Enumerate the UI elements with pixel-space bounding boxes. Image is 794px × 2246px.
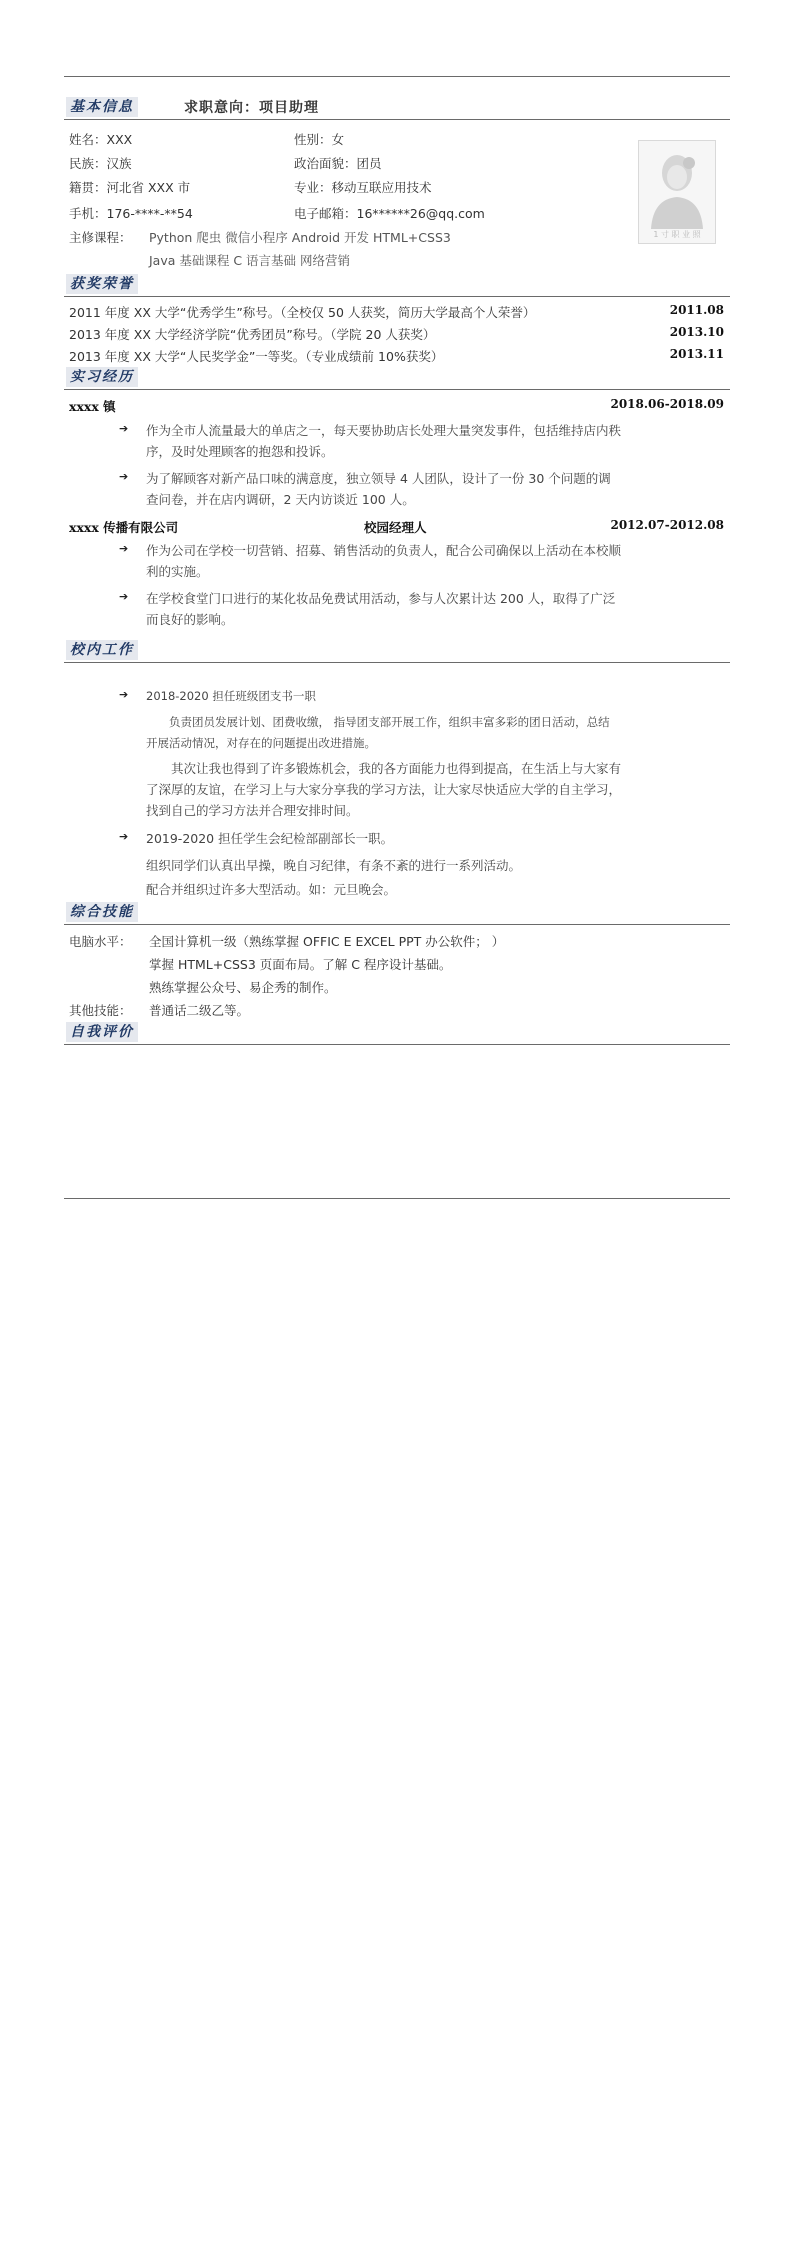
basic-courses-line2: Java 基础课程 C 语言基础 网络营销 [149,253,351,268]
internship-date-1: 2018.06-2018.09 [610,397,724,411]
campus-bullet [119,686,679,708]
section-divider-internship [64,389,730,390]
award-date-1: 2011.08 [669,303,724,317]
skills-computer-line2: 掌握 HTML+CSS3 页面布局。了解 C 程序设计基础。 [149,957,452,972]
internship-bullet [119,588,679,632]
internship-org-2: xxxx 传播有限公司 [69,520,179,535]
bullet-text: 为了解顾客对新产品口味的满意度，独立领导 4 人团队，设计了一份 30 个问题的调查问卷，并在店内调研，2 天内访谈近 100 人。 [146,471,611,507]
skills-computer-label: 电脑水平： [69,934,132,949]
internship-bullet [119,468,679,512]
award-item-3: 2013 年度 XX 大学“人民奖学金”一等奖。（专业成绩前 10%获奖） [69,349,444,364]
section-divider-self [64,1044,730,1045]
section-divider-skills [64,924,730,925]
bullet-text: 在学校食堂门口进行的某化妆品免费试用活动，参与人次累计达 200 人，取得了广泛而良好的影响。 [146,591,616,627]
award-date-3: 2013.11 [669,347,724,361]
section-title-basic: 基本信息 [66,97,138,117]
basic-courses-line1: Python 爬虫 微信小程序 Android 开发 HTML+CSS3 [149,230,451,245]
internship-org-1: xxxx 镇 [69,399,116,414]
arrow-right-icon: ➔ [119,590,129,603]
profile-photo-placeholder [638,140,716,244]
basic-email: 电子邮箱：16******26@qq.com [294,206,485,221]
campus-item-1: 2018-2020 担任班级团支书一职 [146,689,316,703]
job-intent: 求职意向：项目助理 [184,100,319,116]
bullet-text: 作为全市人流量最大的单店之一，每天要协助店长处理大量突发事件，包括维持店内秩序，及时处理顾客的抱怨和投诉。 [146,423,622,459]
section-divider-basic [64,119,730,120]
arrow-right-icon: ➔ [119,688,129,701]
basic-name: 姓名：XXX [69,132,133,147]
basic-political: 政治面貌：团员 [294,156,382,171]
section-title-campus: 校内工作 [66,640,138,660]
section-title-internship: 实习经历 [66,367,138,387]
campus-item-2-line2: 配合并组织过许多大型活动。如：元旦晚会。 [146,882,397,897]
basic-major: 专业：移动互联应用技术 [294,180,432,195]
internship-role-2: 校园经理人 [364,520,427,535]
internship-bullet [119,540,679,584]
campus-item-2-line1: 组织同学们认真出早操，晚自习纪律，有条不紊的进行一系列活动。 [146,858,522,873]
award-date-2: 2013.10 [669,325,724,339]
campus-item-2: 2019-2020 担任学生会纪检部副部长一职。 [146,831,394,846]
section-title-skills: 综合技能 [66,902,138,922]
skills-computer-line1: 全国计算机一级（熟练掌握 OFFIC E EXCEL PPT 办公软件； ） [149,934,505,949]
resume-page [64,0,730,2246]
arrow-right-icon: ➔ [119,422,129,435]
award-item-2: 2013 年度 XX 大学经济学院“优秀团员”称号。（学院 20 人获奖） [69,327,436,342]
section-divider-campus [64,662,730,663]
campus-bullet [119,828,679,850]
arrow-right-icon: ➔ [119,830,129,843]
arrow-right-icon: ➔ [119,542,129,555]
section-divider-awards [64,296,730,297]
bottom-divider [64,1198,730,1199]
internship-bullet [119,420,679,464]
award-item-1: 2011 年度 XX 大学“优秀学生”称号。（全校仅 50 人获奖，简历大学最高个人荣誉） [69,305,536,320]
basic-hometown: 籍贯：河北省 XXX 市 [69,180,191,195]
person-silhouette-icon [639,141,715,231]
basic-gender: 性别：女 [294,132,345,147]
campus-item-1-detail: 负责团员发展计划、团费收缴， 指导团支部开展工作，组织丰富多彩的团日活动，总结开展活动情况，对存在的问题提出改进措施。 [146,715,610,750]
skills-other-line1: 普通话二级乙等。 [149,1003,250,1018]
section-title-self: 自我评价 [66,1022,138,1042]
arrow-right-icon: ➔ [119,470,129,483]
basic-phone: 手机：176-****-**54 [69,206,193,221]
campus-item-1-reflection: 其次让我也得到了许多锻炼机会，我的各方面能力也得到提高，在生活上与大家有了深厚的友谊，在学习上与大家分享我的学习方法，让大家尽快适应大学的自主学习，找到自己的学习方法并合理安排时间。 [146,761,622,818]
top-divider [64,76,730,77]
bullet-text: 作为公司在学校一切营销、招募、销售活动的负责人，配合公司确保以上活动在本校顺利的实施。 [146,543,622,579]
section-title-awards: 获奖荣誉 [66,274,138,294]
photo-caption: 1 寸 职 业 照 [653,230,701,239]
basic-ethnicity: 民族：汉族 [69,156,132,171]
skills-other-label: 其他技能： [69,1003,132,1018]
internship-date-2: 2012.07-2012.08 [610,518,724,532]
basic-courses-label: 主修课程： [69,230,132,245]
skills-computer-line3: 熟练掌握公众号、易企秀的制作。 [149,980,337,995]
